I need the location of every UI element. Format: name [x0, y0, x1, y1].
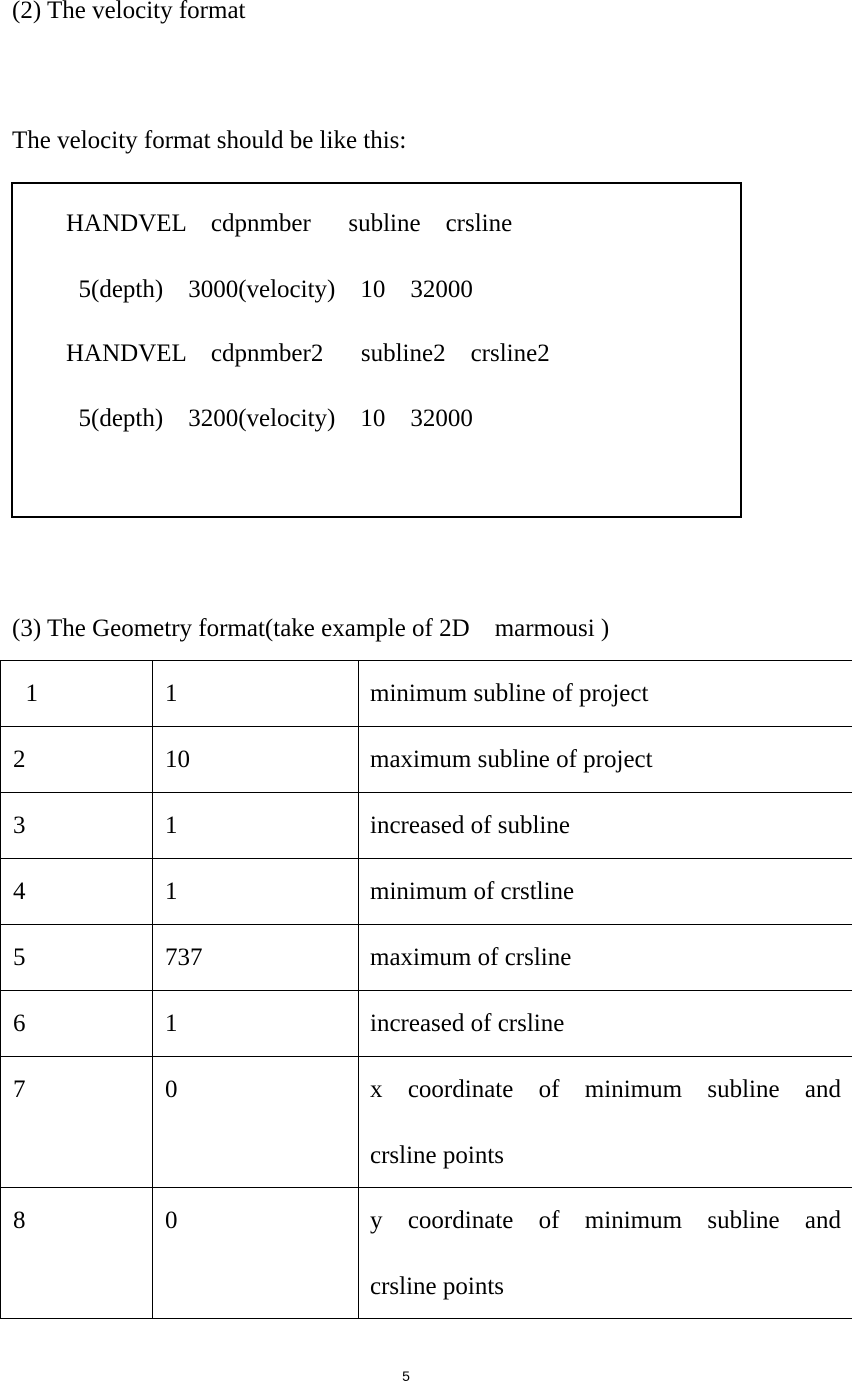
- row-value: 10: [165, 746, 190, 773]
- row-value: 1: [165, 1010, 178, 1037]
- velocity-format-example-box: [11, 182, 742, 518]
- row-index: 2: [13, 746, 26, 773]
- row-index: 6: [13, 1010, 26, 1037]
- row-description-line-2: crsline points: [370, 1142, 505, 1169]
- page-number: 5: [402, 1368, 410, 1384]
- row-value: 1: [165, 812, 178, 839]
- table-row: [1, 925, 852, 991]
- row-index: 7: [13, 1076, 26, 1103]
- row-index: 1: [13, 680, 38, 707]
- row-index: 8: [13, 1207, 26, 1234]
- table-row: [1, 1057, 852, 1188]
- table-row: [1, 1188, 852, 1319]
- row-description: minimum subline of project: [370, 680, 649, 707]
- row-index: 5: [13, 944, 26, 971]
- row-description: increased of subline: [370, 812, 570, 839]
- row-value: 0: [165, 1207, 178, 1234]
- velocity-line-4: 5(depth) 3200(velocity) 10 32000: [66, 405, 473, 432]
- row-description: minimum of crstline: [370, 878, 575, 905]
- row-index: 3: [13, 812, 26, 839]
- section-2-heading: (2) The velocity format: [12, 0, 246, 24]
- section-3-heading: (3) The Geometry format(take example of 2D marmousi ): [12, 615, 610, 642]
- velocity-line-3: HANDVEL cdpnmber2 subline2 crsline2: [66, 340, 550, 367]
- row-index: 4: [13, 878, 26, 905]
- row-value: 1: [165, 878, 178, 905]
- row-description-line-2: crsline points: [370, 1273, 505, 1300]
- row-description-line-1: y coordinate of minimum subline and: [370, 1207, 841, 1234]
- row-description: maximum of crsline: [370, 944, 572, 971]
- row-description: maximum subline of project: [370, 746, 653, 773]
- row-value: 1: [165, 680, 178, 707]
- row-value: 737: [165, 944, 203, 971]
- velocity-format-intro: The velocity format should be like this:: [12, 127, 407, 154]
- table-row: [1, 661, 852, 727]
- row-description-line-1: x coordinate of minimum subline and: [370, 1076, 841, 1103]
- geometry-format-table: [0, 660, 852, 1319]
- table-row: [1, 793, 852, 859]
- velocity-line-1: HANDVEL cdpnmber subline crsline: [66, 210, 513, 237]
- table-row: [1, 727, 852, 793]
- row-description: increased of crsline: [370, 1010, 565, 1037]
- table-row: [1, 859, 852, 925]
- table-row: [1, 991, 852, 1057]
- row-value: 0: [165, 1076, 178, 1103]
- velocity-line-2: 5(depth) 3000(velocity) 10 32000: [66, 276, 473, 303]
